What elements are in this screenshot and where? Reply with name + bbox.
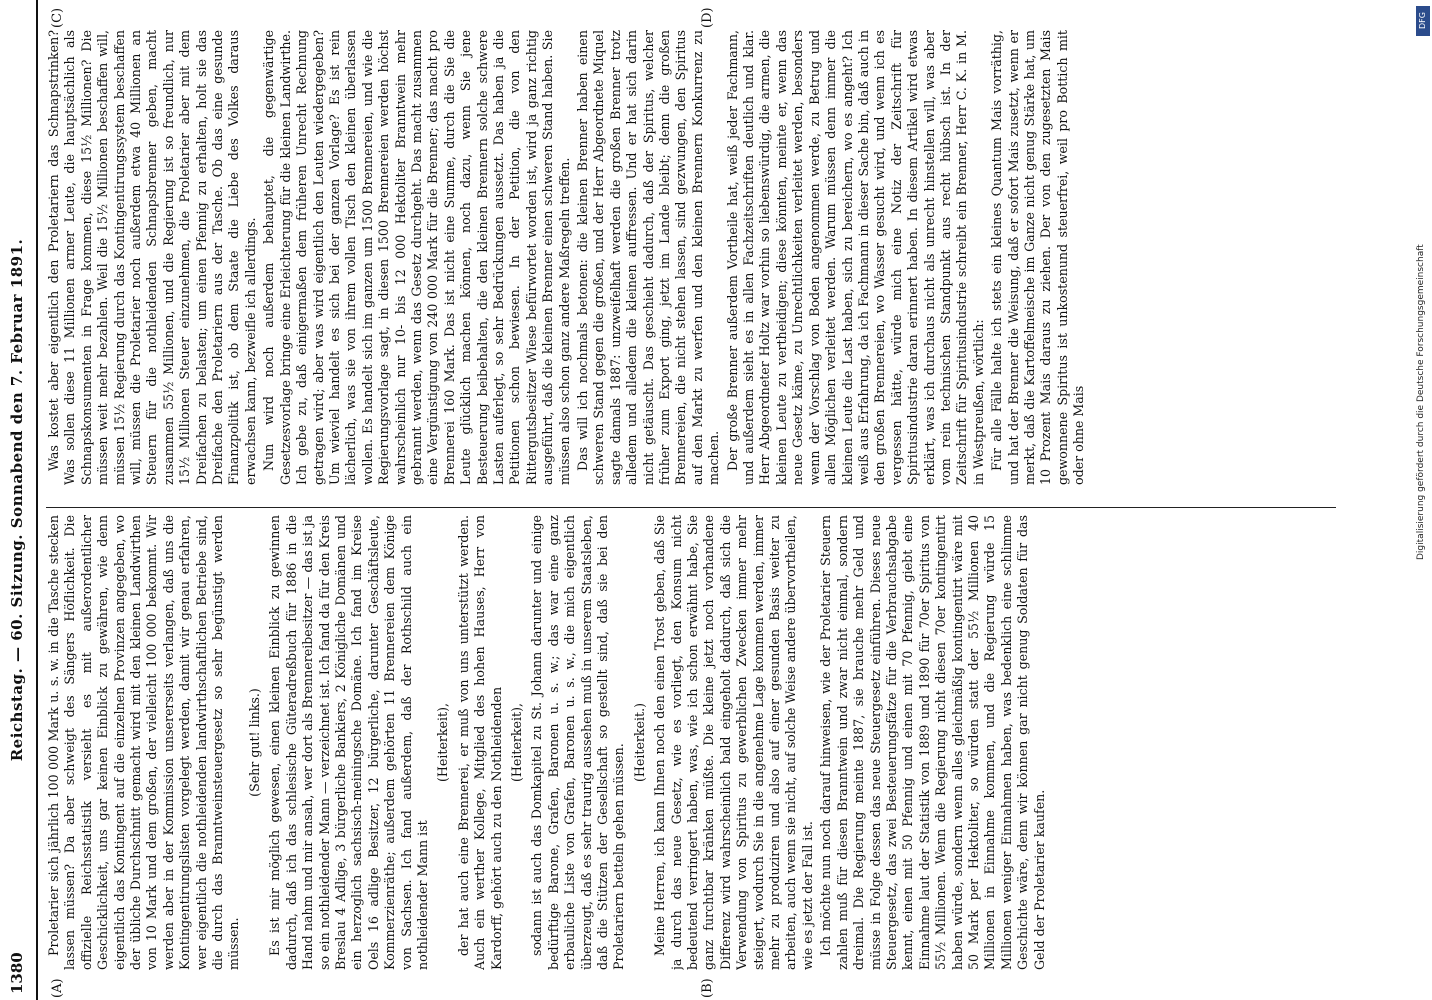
margin-marker-c: (C) [50, 7, 65, 28]
paragraph: Was kostet aber eigentlich den Proletariern das Schnapstrinken? Was sollen diese 11 Millionen armer Leute, die hauptsächlich als Schnapskonsumenten in Frage kommen, diese 15½ Millionen? Die müssen weit mehr bezahlen. Weil die 15½ Millionen beschaffen will, müssen 15½ Regierung durch das Kontingentirungssystem beschaffen will, müssen die Proletarier noch außerdem etwa 40 Millionen an Steuern für die nothleidenden Schnapsbrenner geben, macht zusammen 55½ Millionen, und die Regierung ist so freundlich, nur 15½ Millionen Steuer einzunehmen, die Proletarier aber mit dem Dreifachen zu belasten; um einen Pfennig zu erhalten, holt sie das Dreifache den Proletariern aus der Tasche. Ob das eine gesunde Finanzpolitik ist, ob dem Staate die Liebe des Volkes daraus erwachsen kann, bezweifle ich allerdings. [46, 30, 258, 485]
interjection: (Sehr gut! links.) [246, 688, 262, 797]
interjection: (Heiterkeit), [508, 703, 524, 782]
paragraph: Proletarier sich jährlich 100 000 Mark u. s. w. in die Tasche stecken lassen müssen? Da aber schweigt des Sängers Höflichkeit. Die offizielle Reichsstatistik versieht es mit außerordentlicher Geschicklichkeit, uns gar keinen Einblick zu gewähren, wie denn eigentlich das Kontingent auf die einzelnen Provinzen angegeben, wo der übliche Durchschnitt gemacht wird mit den kleinen Landwirthen von 10 Mark und dem großen, der vielleicht 100 000 bekommt. Wir werden aber in der Kommission unsererseits verlangen, daß uns die Kontingentirungslisten vorgelegt werden, damit wir genau erfahren, wer eigentlich die nothleidenden landwirthschaftlichen Betriebe sind, die durch das Branntweinsteuergesetz so sehr begünstigt werden müssen. [46, 515, 242, 970]
paragraph: sodann ist auch das Domkapitel zu St. Johann darunter und einige bedürftige Barone, Grafen, Baronen u. s. w.; das war eine ganz erbauliche Liste von Grafen, Baronen u. s. w., die mich eigentlich überzeugt, daß es sehr traurig aussehen muß in unserem Staatsleben, daß die Stützen der Gesellschaft so gestellt sind, daß sie bei den Proletariern betteln gehen müssen. [529, 515, 627, 970]
header-rule [36, 0, 38, 1000]
paragraph: Für alle Fälle halte ich stets ein kleines Quantum Mais vorräthig, und hat der Brenner die Weisung, daß er sofort Mais zusetzt, wenn er merkt, daß die Kartoffelmeische im Ganze nicht genug Stärke hat, um 10 Prozent Mais daraus zu ziehen. Der von den zugesetzten Mais gewonnene Spiritus ist unkostenund steuerfrei, weil pro Bottich mit oder ohne Mais [989, 30, 1087, 485]
interjection: (Heiterkeit), [435, 703, 451, 782]
left-column [46, 515, 1386, 970]
page-header [6, 0, 32, 1000]
paragraph: Es ist mir möglich gewesen, einen kleinen Einblick zu gewinnen dadurch, daß ich das schlesische Güteradreßbuch für 1886 in die Hand nahm und mir ansah, wer dort als Brennereibesitzer — das ist ja so ein nothleidender Mann — verzeichnet ist. Ich fand da für den Kreis Breslau 4 Adlige, 3 bürgerliche Bankiers, 2 Königliche Domänen und ein herzoglich sachsisch-meiningsche Domäne. Ich fand im Kreise Oels 16 adlige Besitzer, 12 bürgerliche, darunter Geschäftsleute, Kommerzienräthe; außerdem gehörten 11 Brennereien dem Könige von Sachsen. Ich fand außerdem, daß der Rothschild auch ein nothleidender Mann ist [267, 515, 430, 970]
dfg-logo: DFG [1416, 6, 1430, 36]
paragraph: Das will ich nochmals betonen: die kleinen Brenner haben einen schweren Stand gegen die großen, und der Herr Abgeordnete Miquel sagte damals 1887: unzweifelhaft werden die großen Brenner trotz alledem und alledem die kleinen auffressen. Und er hat sich darin nicht getäuscht. Das geschieht dadurch, daß der Spiritus, welcher früher zum Export ging, jetzt im Lande bleibt; denn die großen Brennereien, die nicht stehen lassen, sind gezwungen, den Spiritus auf den Markt zu werfen und den kleinen Brennern Konkurrenz zu machen. [575, 30, 722, 485]
margin-marker-a: (A) [50, 978, 65, 998]
paragraph: Ich möchte nun noch darauf hinweisen, wie der Proletarier Steuern zahlen muß für diesen Branntwein und zwar nicht einmal, sondern dreimal. Die Regierung meinte 1887, sie brauche mehr Geld und müsse in Folge dessen das neue Steuergesetz einführen. Dieses neue Steuergesetz, das zwei Besteuerungsfätze für die Verbrauchsabgabe kennt, einen mit 50 Pfennig und einen mit 70 Pfennig, giebt eine Einnahme laut der Statistik von 1889 und 1890 für 70er Spiritus von 55½ Millionen. Wenn die Regierung nicht diesen 70er kontingentirt haben würde, sondern wenn alles gleichmäßig kontingentirt wäre mit 50 Mark per Hektoliter, so würden statt der 55½ Millionen 40 Millionen in Einnahme kommen, und die Regierung würde 15 Millionen weniger Einnahmen haben, was bedenklich eine schlimme Geschichte wäre, denn wir können gar nicht genug Soldaten für das Geld der Proletarier kaufen. [818, 515, 1047, 970]
interjection: (Heiterkeit.) [631, 703, 647, 782]
margin-marker-b: (B) [700, 978, 715, 998]
paragraph: Meine Herren, ich kann Ihnen noch den einen Trost geben, daß Sie ja durch das neue Gesetz, wie es vorliegt, den Konsum nicht bedeutend verringert haben, was, wie ich schon erwähnt habe, Sie ganz furchtbar kränken müßte. Die kleine jetzt noch vorhandene Differenz wird wahrscheinlich bald eingeholt dadurch, daß sich die Verwendung von Spiritus zu gewerblichen Zwecken immer mehr steigert, wodurch Sie in die angenehme Lage kommen werden, immer mehr zu produziren und also auf einer gesunden Basis weiter zu arbeiten, auch wenn sie nicht, auf solche Weise andere übervortheilen, wie es jetzt der Fall ist. [652, 515, 815, 970]
paragraph: Nun wird noch außerdem behauptet, die gegenwärtige Gesetzesvorlage bringe eine Erleichterung für die kleinen Landwirthe. Ich gebe zu, daß einigermaßen dem früheren Unrecht Rechnung getragen wird; aber was wird eigentlich den Leuten wiedergegeben? Um wieviel handelt es sich bei der ganzen Vorlage? Es ist rein lächerlich, was sie von ihrem vollen Tisch den kleinen überlassen wollen. Es handelt sich im ganzen um 1500 Brennereien, und wie die Regierungsvorlage sagt, in diesen 1500 Brennereien werden höchst wahrscheinlich nur 10- bis 12 000 Hektoliter Branntwein mehr gebrannt werden, wenn das Gesetz durchgeht. Das macht zusammen eine Vergünstigung von 240 000 Mark für die Brenner; das macht pro Brennerei 160 Mark. Das ist nicht eine Summe, durch die Sie die Leute glücklich machen können, noch dazu, wenn Sie jene Besteuerung beibehalten, die den kleinen Brennern solche schwere Lasten auferlegt, so sehr Bedrückungen aussetzt. Das haben ja die Petitionen schon bewiesen. In der Petition, die von den Rittergutsbesitzer Wiese befürwortet worden ist, wird ja ganz richtig ausgeführt, daß die kleinen Brenner einen schweren Stand haben. Sie müssen also schon ganz andere Maßregeln treffen. [261, 30, 572, 485]
page-title: Reichstag. — 60. Sitzung. Sonnabend den 7. Februar 1891. [8, 238, 26, 762]
digitization-note: Digitalisierung gefördert durch die Deutsche Forschungsgemeinschaft [1416, 244, 1426, 560]
right-column [46, 30, 1386, 485]
paragraph: Der große Brenner außerdem Vortheile hat, weiß jeder Fachmann, und außerdem sieht es in allen Fachzeitschriften deutlich und klar. Herr Abgeordneter Holtz war vorhin so liebenswürdig, die armen, die kleinen Leute zu vertheidigen; diese könnten, meinte er, wenn das neue Gesetz käme, zu Unrechtlichkeiten verleitet werden, besonders wenn der Vorschlag von Boden angenommen werde, zu Betrug und allen Möglichen verleitet werden. Warum müssen denn immer die kleinen Leute die Last haben, sich zu bereichern, wo es angeht? Ich weiß aus Erfahrung, da ich Fachmann in dieser Sache bin, daß auch in den großen Brennereien, wo Wasser gesucht wird, und wenn ich es vergessen hätte, würde mich eine Notiz der Zeitschrift für Spiritusindustrie daran erinnert haben. In diesem Artikel wird etwas erklärt, was ich durchaus nicht als unrecht hinstellen will, was aber vom rein technischen Standpunkt aus recht hübsch ist. In der Zeitschrift für Spiritusindustrie schreibt ein Brenner, Herr C. K. in M. in Westpreußen, wörtlich: [724, 30, 986, 485]
paragraph: der hat auch eine Brennerei, er muß von uns unterstützt werden. Auch ein werther Kollege, Mitglied des hohen Hauses, Herr von Kardorff, gehört auch zu den Nothleidenden [455, 515, 504, 970]
page-number: 1380 [8, 952, 26, 994]
margin-marker-d: (D) [700, 7, 715, 28]
column-divider [46, 507, 1336, 508]
